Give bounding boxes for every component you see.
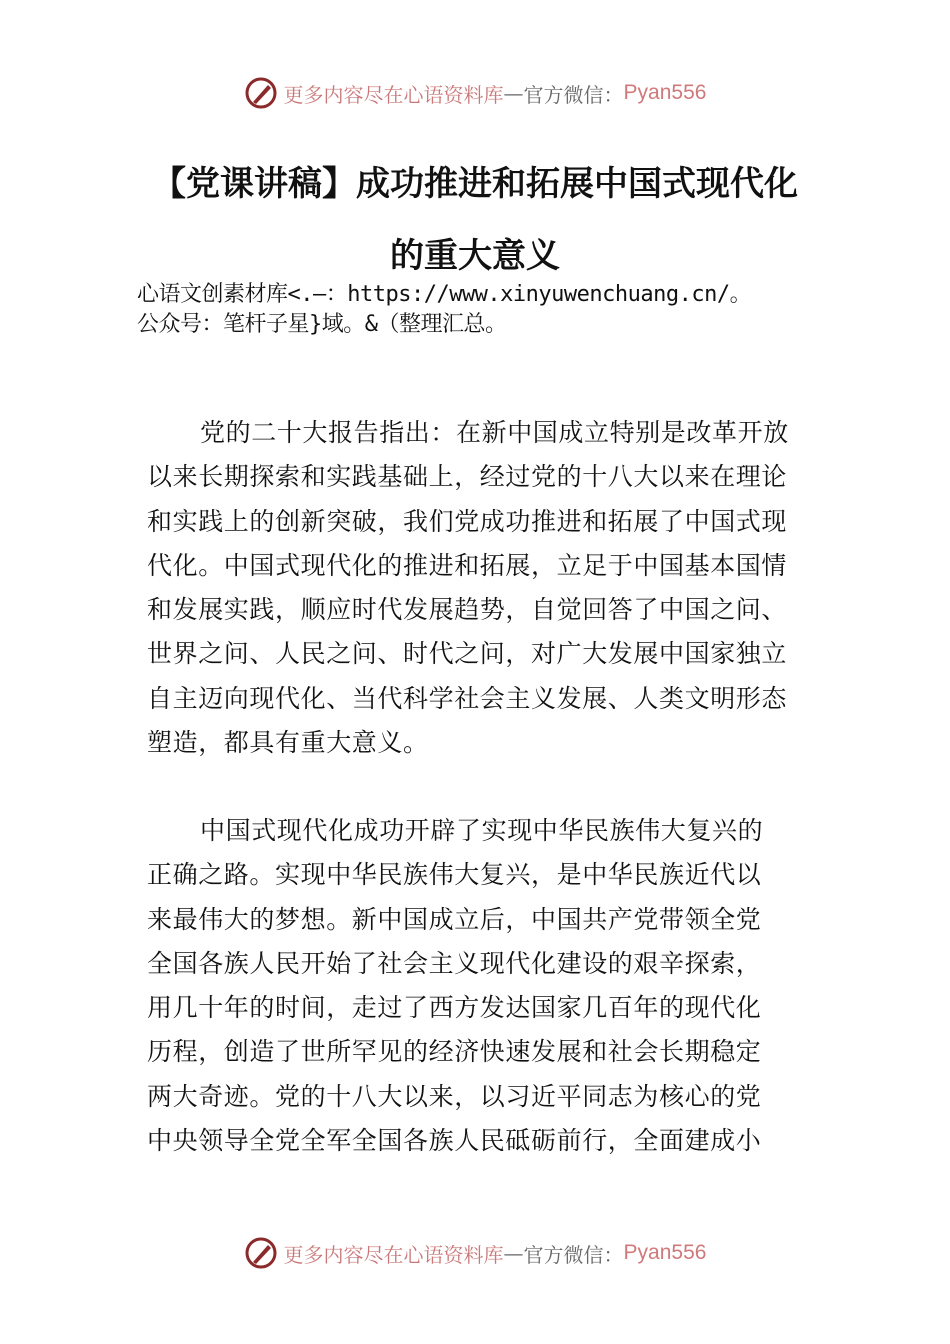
paragraph-line: 代化。中国式现代化的推进和拓展，立足于中国基本国情 (147, 550, 788, 580)
paragraph-1 (147, 411, 837, 765)
paragraph-line: 全国各族人民开始了社会主义现代化建设的艰辛探索， (147, 948, 762, 978)
banner-site-text: 更多内容尽在心语资料库 (283, 1242, 504, 1267)
banner-dash: — (503, 1241, 524, 1265)
title-line-2: 的重大意义 (390, 236, 560, 276)
paragraph-line: 中国式现代化成功开辟了实现中华民族伟大复兴的 (200, 816, 764, 845)
paragraph-line: 历程，创造了世所罕见的经济快速发展和社会长期稳定 (147, 1037, 762, 1067)
banner-wechat-id: Pyan556 (623, 81, 707, 104)
paragraph-line: 正确之路。实现中华民族伟大复兴，是中华民族近代以 (147, 860, 762, 890)
header-banner (0, 73, 950, 113)
paragraph-line: 用几十年的时间，走过了西方发达国家几百年的现代化 (147, 993, 762, 1023)
pen-logo-icon (244, 1236, 278, 1270)
paragraph-line: 和发展实践，顺应时代发展趋势，自觉回答了中国之问、 (147, 595, 788, 625)
title-line-1: 【党课讲稿】成功推进和拓展中国式现代化 (152, 164, 798, 204)
paragraph-line: 来最伟大的梦想。新中国成立后，中国共产党带领全党 (147, 904, 762, 934)
paragraph-2 (147, 809, 837, 1163)
paragraph-line: 自主迈向现代化、当代科学社会主义发展、人类文明形态 (147, 683, 788, 713)
banner-site-text: 更多内容尽在心语资料库 (283, 82, 504, 107)
banner-wechat-label: 官方微信： (523, 1242, 624, 1267)
banner-wechat-label: 官方微信： (523, 82, 624, 107)
banner-wechat-id: Pyan556 (623, 1241, 707, 1264)
paragraph-line: 世界之问、人民之问、时代之问，对广大发展中国家独立 (147, 639, 788, 669)
footer-banner (0, 1233, 950, 1273)
paragraph-line: 两大奇迹。党的十八大以来，以习近平同志为核心的党 (147, 1081, 762, 1111)
banner-dash: — (503, 81, 524, 105)
paragraph-line: 以来长期探索和实践基础上，经过党的十八大以来在理论 (147, 462, 788, 492)
pen-logo-icon (244, 76, 278, 110)
paragraph-line: 中央领导全党全军全国各族人民砥砺前行，全面建成小 (147, 1126, 762, 1156)
paragraph-line: 和实践上的创新突破，我们党成功推进和拓展了中国式现 (147, 506, 788, 536)
source-line-1: 心语文创素材库<.—：https://www.xinyuwenchuang.cn/。 (137, 282, 752, 307)
paragraph-line: 党的二十大报告指出：在新中国成立特别是改革开放 (200, 418, 789, 447)
source-line-2: 公众号：笔杆子星}域。&（整理汇总。 (137, 312, 507, 337)
paragraph-line: 塑造，都具有重大意义。 (147, 728, 429, 758)
